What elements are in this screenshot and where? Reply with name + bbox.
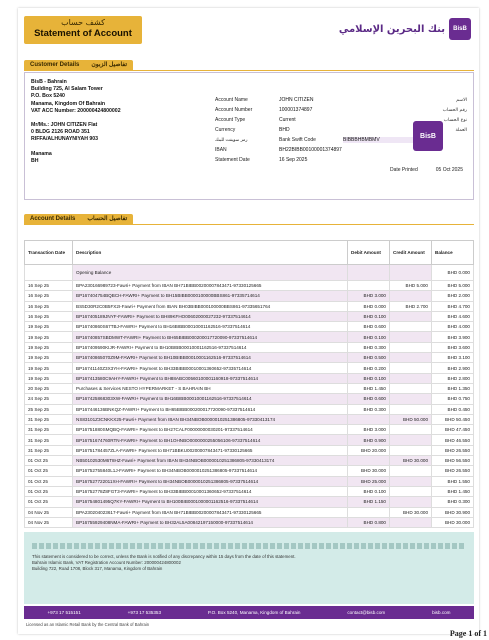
col-transaction-date: Transaction Date bbox=[25, 241, 73, 265]
tx-balance: BHD 3.100 bbox=[432, 353, 474, 363]
bank-address-line: Building 722, Road 1708, Block 317, Manama, Kingdom of Bahrain bbox=[32, 566, 163, 571]
tx-date: 25 Sep 25 bbox=[25, 404, 73, 414]
customer-address bbox=[31, 79, 121, 165]
table-row bbox=[25, 517, 474, 527]
tx-date: 04 Nov 25 bbox=[25, 517, 73, 527]
tx-description: BP167404754BQBCH-FAWRI+ Payment to BH15BIBB0000100000BBS861-97335714614 bbox=[73, 291, 348, 301]
tx-balance: BHD 2.800 bbox=[432, 373, 474, 383]
bisb-logo-icon: BisB bbox=[449, 18, 471, 40]
tx-date: 04 Nov 25 bbox=[25, 507, 73, 517]
tx-credit bbox=[390, 342, 432, 352]
tx-balance: BHD 0.750 bbox=[432, 394, 474, 404]
tx-credit: BHD 5.000 bbox=[390, 281, 432, 291]
table-row bbox=[25, 311, 474, 321]
tx-date: 01 Oct 25 bbox=[25, 466, 73, 476]
tx-description: NB50102530M6T8HZ-Fawri+ Payment from IBAN BH34NBOB0000010251386805-97330413174 bbox=[73, 456, 348, 466]
tx-date: 01 Oct 25 bbox=[25, 456, 73, 466]
tx-description: BP16740857SBDMWT-FAWRI+ Payment to BH65BIBB000200017720090-97337514614 bbox=[73, 332, 348, 342]
opening-balance-row: Opening Balance BHD 0.000 bbox=[25, 265, 474, 281]
tx-credit bbox=[390, 486, 432, 496]
tx-description: BPA230166989723-Fawri+ Payment from IBAN BH71BIBB00200007843471-97330125665 bbox=[73, 281, 348, 291]
tx-balance: BHD 56.550 bbox=[432, 456, 474, 466]
tx-description: BP16740865070Z9M-FAWRI+ Payment to BH10BIBB00010001162516-97337514614 bbox=[73, 353, 348, 363]
tx-credit bbox=[390, 466, 432, 476]
tx-credit bbox=[390, 322, 432, 332]
tx-credit bbox=[390, 445, 432, 455]
tx-credit: BHD 30.000 bbox=[390, 507, 432, 517]
tx-debit bbox=[348, 414, 390, 424]
col-credit: Credit Amount bbox=[390, 241, 432, 265]
tx-debit: BHD 0.100 bbox=[348, 373, 390, 383]
account-type-row: Account Type Current نوع الحساب bbox=[215, 117, 467, 123]
account-number-row: Account Number 100001374897 رقم الحساب bbox=[215, 107, 467, 113]
page-number: Page 1 of 1 bbox=[449, 629, 487, 638]
tx-date: 31 Sep 25 bbox=[25, 414, 73, 424]
tx-description: BP167425868303XW-FAWRI+ Payment to BH16BIBB00010001162516-97337514614 bbox=[73, 394, 348, 404]
tx-description: BP167527722011XH-FAWRI+ Payment to BH34NBOB0000010251386805-97337514614 bbox=[73, 476, 348, 486]
tx-debit: BHD 0.300 bbox=[348, 404, 390, 414]
tx-balance: BHD 4.000 bbox=[432, 322, 474, 332]
table-row bbox=[25, 281, 474, 291]
tx-debit: BHD 3.000 bbox=[348, 291, 390, 301]
customer-details-header bbox=[24, 60, 474, 71]
table-row bbox=[25, 342, 474, 352]
tx-debit: BHD 0.100 bbox=[348, 311, 390, 321]
tx-debit: BHD 0.100 bbox=[348, 486, 390, 496]
tx-debit: BHD 0.500 bbox=[348, 353, 390, 363]
tx-balance: BHD 3.600 bbox=[432, 342, 474, 352]
address-line: 0 BLDG 2126 ROAD 351 bbox=[31, 129, 90, 136]
phone-1[interactable]: +973 17 515151 bbox=[47, 610, 81, 615]
title-arabic: كشف حساب bbox=[61, 18, 105, 27]
bisb-stamp-icon: BisB bbox=[413, 121, 443, 151]
table-row bbox=[25, 476, 474, 486]
email-link[interactable]: contact@bisb.com bbox=[347, 610, 386, 615]
tx-description: BP167409590KIJR-FAWRI+ Payment to BH10BIBB00010001162516-97337514614 bbox=[73, 342, 348, 352]
table-row bbox=[25, 486, 474, 496]
tx-credit bbox=[390, 404, 432, 414]
tx-date: 01 Oct 25 bbox=[25, 486, 73, 496]
tx-debit bbox=[348, 507, 390, 517]
tx-description: BP16740860S67TBJ-FAWRI+ Payment to BH16BIBB00010001162516-97337514614 bbox=[73, 322, 348, 332]
address-line: VAT ACC Number: 200000424800002 bbox=[31, 107, 121, 114]
statement-title-banner bbox=[24, 16, 142, 44]
tx-balance: BHD 0.300 bbox=[432, 497, 474, 507]
tx-credit bbox=[390, 363, 432, 373]
address-line: Manama, Kingdom Of Bahrain bbox=[31, 100, 106, 107]
tx-balance: BHD 1.550 bbox=[432, 476, 474, 486]
tx-balance: BHD 30.000 bbox=[432, 517, 474, 527]
table-row bbox=[25, 291, 474, 301]
tx-date: 16 Sep 25 bbox=[25, 301, 73, 311]
tx-date: 19 Sep 25 bbox=[25, 322, 73, 332]
tx-description: BP167405189JNYF-FAWRI+ Payment to BH89KFHO00602000027232-97337514614 bbox=[73, 311, 348, 321]
address-line: P.O. Box 5240 bbox=[31, 93, 65, 100]
address-line: RIFFA/ALHUNAYNIYAH 903 bbox=[31, 136, 99, 143]
table-row bbox=[25, 435, 474, 445]
tx-debit: BHD 0.200 bbox=[348, 363, 390, 373]
customer-details-title: Customer Details bbox=[30, 62, 80, 68]
tx-credit bbox=[390, 373, 432, 383]
tx-credit: BHD 30.000 bbox=[390, 456, 432, 466]
address-line: BisB - Bahrain bbox=[31, 79, 67, 85]
currency-row: Currency BHD العملة bbox=[215, 127, 467, 133]
po-box: P.O. Box 5240, Manama, Kingdom of Bahrain bbox=[207, 610, 301, 615]
tx-date: 24 Sep 25 bbox=[25, 394, 73, 404]
tx-credit bbox=[390, 311, 432, 321]
tx-debit: BHD 25.000 bbox=[348, 476, 390, 486]
tx-description: BP16754801495Q7KY-FAWRI+ Payment to BH100BIB0001000001162516-97337514614 bbox=[73, 497, 348, 507]
tx-description: Purchases & Services NESTO HYPERMARKET - S BAHRAIN BH bbox=[73, 383, 348, 393]
tx-date: 31 Sep 25 bbox=[25, 425, 73, 435]
tx-description: BP16755929408NMA-FAWRI+ Payment to BH32AL5A00842197150000-97337514614 bbox=[73, 517, 348, 527]
tx-description: BP16741140Z3X3YH-FAWRI+ Payment to BH33BIBB00010001360652-97335714614 bbox=[73, 363, 348, 373]
tx-debit bbox=[348, 456, 390, 466]
tx-date: 19 Sep 25 bbox=[25, 332, 73, 342]
col-debit: Debit Amount bbox=[348, 241, 390, 265]
table-row bbox=[25, 507, 474, 517]
tx-debit: BHD 0.100 bbox=[348, 332, 390, 342]
tx-description: NS83101Z3CNKKX25-Fawri+ Payment from IBAN BH34NBOB0000010251386805-97330413174 bbox=[73, 414, 348, 424]
customer-details-box bbox=[24, 72, 474, 200]
tx-description: BPA230204023617-Fawri+ Payment from IBAN BH71BIBB00200007843471-97330125665 bbox=[73, 507, 348, 517]
tx-date: 01 Oct 25 bbox=[25, 476, 73, 486]
tx-balance: BHD 1.350 bbox=[432, 383, 474, 393]
table-row bbox=[25, 301, 474, 311]
tx-credit: BHD 2.700 bbox=[390, 301, 432, 311]
tx-description: BP16752755840L1J-FAWRI+ Payment to BH34NBOB0000010251386805-97337514614 bbox=[73, 466, 348, 476]
tx-balance: BHD 50.450 bbox=[432, 414, 474, 424]
tx-debit: BHD 0.900 bbox=[348, 435, 390, 445]
table-row bbox=[25, 404, 474, 414]
tx-credit bbox=[390, 425, 432, 435]
bank-logo bbox=[339, 18, 471, 40]
tx-date: 31 Sep 25 bbox=[25, 445, 73, 455]
table-row bbox=[25, 445, 474, 455]
contact-bar bbox=[24, 606, 474, 619]
tx-credit bbox=[390, 517, 432, 527]
tx-credit bbox=[390, 383, 432, 393]
table-row bbox=[25, 497, 474, 507]
tx-description: BS5D30R2C0B5FX2I-Fawri+ Payment from IBAN BH03BIBB000100000BBS861-97335651764 bbox=[73, 301, 348, 311]
transactions-table bbox=[24, 240, 474, 528]
tx-debit: BHD 0.300 bbox=[348, 342, 390, 352]
tx-description: BP167413580C9AHY-FAWRI+ Payment to BH88ABC00560100001160918-97337514614 bbox=[73, 373, 348, 383]
address-line: Manama bbox=[31, 150, 52, 157]
col-balance: Balance bbox=[432, 241, 474, 265]
table-row bbox=[25, 383, 474, 393]
iban-row: IBAN BH22BIBB00100001374897 bbox=[215, 147, 342, 153]
tx-date: 16 Sep 25 bbox=[25, 281, 73, 291]
account-details-header bbox=[24, 214, 474, 225]
tx-balance: BHD 26.550 bbox=[432, 466, 474, 476]
footer-notice bbox=[24, 532, 474, 604]
tx-balance: BHD 1.450 bbox=[432, 486, 474, 496]
table-row bbox=[25, 414, 474, 424]
arabic-notice-line bbox=[32, 543, 466, 549]
tx-balance: BHD 46.550 bbox=[432, 435, 474, 445]
address-line bbox=[31, 115, 121, 122]
tx-debit: BHD 0.600 bbox=[348, 394, 390, 404]
table-row bbox=[25, 322, 474, 332]
tx-date: 16 Sep 25 bbox=[25, 291, 73, 301]
tx-description: BP167446136BNKQZ-FAWRI+ Payment to BH65BIBB000200017720090-97337514614 bbox=[73, 404, 348, 414]
table-row bbox=[25, 425, 474, 435]
account-name-row: Account Name JOHN CITIZEN الاسم bbox=[215, 97, 467, 103]
regulatory-note: Licensed as an Islamic Retail Bank by the Central Bank of Bahrain bbox=[26, 622, 150, 627]
vat-line: Bahrain Islamic Bank, VAT Registration Account Number: 200000424800002 bbox=[32, 560, 181, 565]
table-row bbox=[25, 363, 474, 373]
tx-date: 19 Sep 25 bbox=[25, 342, 73, 352]
swift-row: رمز سويفت للبنك Bank Swift Code BIBBBHBMBMV bbox=[215, 135, 467, 145]
account-details-title: Account Details bbox=[30, 216, 76, 222]
tx-balance: BHD 5.000 bbox=[432, 281, 474, 291]
tx-credit: BHD 50.000 bbox=[390, 414, 432, 424]
address-line: BH bbox=[31, 157, 39, 164]
col-description: Description bbox=[73, 241, 348, 265]
tx-description: BP16751880SMQBQ-FAWRI+ Payment to BH27CALF00000000030201-97337514614 bbox=[73, 425, 348, 435]
table-row bbox=[25, 373, 474, 383]
table-row bbox=[25, 466, 474, 476]
tx-balance: BHD 2.900 bbox=[432, 363, 474, 373]
tx-credit bbox=[390, 353, 432, 363]
table-row bbox=[25, 332, 474, 342]
tx-credit bbox=[390, 476, 432, 486]
tx-date: 19 Sep 25 bbox=[25, 363, 73, 373]
tx-credit bbox=[390, 332, 432, 342]
title-english: Statement of Account bbox=[34, 28, 132, 39]
tx-date: 01 Oct 25 bbox=[25, 497, 73, 507]
tx-balance: BHD 3.900 bbox=[432, 332, 474, 342]
tx-description: BP16751674760RTN-FAWRI+ Payment to BH1OHNBO0000000255056106-97337514614 bbox=[73, 435, 348, 445]
tx-date: 20 Sep 25 bbox=[25, 383, 73, 393]
address-line: Mr/Ms.: JOHN CITIZEN Flat bbox=[31, 122, 98, 129]
table-row bbox=[25, 456, 474, 466]
tx-debit: BHD 3.000 bbox=[348, 425, 390, 435]
statement-notice: This statement is considered to be correct, unless the Bank is notified of any discrepancy within 15 days from the date of this statement. bbox=[32, 554, 296, 559]
tx-balance: BHD 26.550 bbox=[432, 445, 474, 455]
tx-date: 31 Sep 25 bbox=[25, 435, 73, 445]
tx-debit: BHD 1.450 bbox=[348, 383, 390, 393]
tx-balance: BHD 4.700 bbox=[432, 301, 474, 311]
account-details-title-ar: تفاصيل الحساب bbox=[87, 216, 128, 222]
tx-debit: BHD 30.000 bbox=[348, 466, 390, 476]
bank-name-arabic: بنك البحرين الإسلامي bbox=[338, 23, 445, 35]
tx-description: BP16751784457ZLA-FAWRI+ Payment to BH71BBKU00200007843471-97330125665 bbox=[73, 445, 348, 455]
tx-debit: BHD 0.600 bbox=[348, 322, 390, 332]
address-line: Building 725, Al Salam Tower bbox=[31, 86, 103, 93]
phone-2[interactable]: +973 17 535353 bbox=[127, 610, 161, 615]
tx-credit bbox=[390, 394, 432, 404]
statement-date-row: Statement Date 16 Sep 2025 bbox=[215, 157, 308, 163]
tx-debit: BHD 20.000 bbox=[348, 445, 390, 455]
tx-credit bbox=[390, 497, 432, 507]
date-printed: Date Printed 05 Oct 2025 bbox=[389, 167, 463, 173]
tx-debit: BHD 0.000 bbox=[348, 301, 390, 311]
tx-credit bbox=[390, 435, 432, 445]
tx-balance: BHD 4.600 bbox=[432, 311, 474, 321]
table-row bbox=[25, 394, 474, 404]
tx-credit bbox=[390, 291, 432, 301]
tx-balance: BHD 47.450 bbox=[432, 425, 474, 435]
tx-date: 19 Sep 25 bbox=[25, 373, 73, 383]
tx-balance: BHD 0.450 bbox=[432, 404, 474, 414]
tx-debit: BHD 1.150 bbox=[348, 497, 390, 507]
tx-date: 16 Sep 25 bbox=[25, 311, 73, 321]
address-line bbox=[31, 144, 121, 151]
website-link[interactable]: bisb.com bbox=[432, 610, 451, 615]
statement-page bbox=[18, 8, 479, 634]
tx-date: 19 Sep 25 bbox=[25, 353, 73, 363]
tx-balance: BHD 2.000 bbox=[432, 291, 474, 301]
tx-description: BP16752778Z8FGT3-FAWRI+ Payment to BH33BIBB00010001360652-97337514614 bbox=[73, 486, 348, 496]
tx-debit: BHD 0.800 bbox=[348, 517, 390, 527]
tx-balance: BHD 30.900 bbox=[432, 507, 474, 517]
table-row bbox=[25, 353, 474, 363]
customer-details-title-ar: تفاصيل الزبون bbox=[91, 62, 127, 68]
tx-debit bbox=[348, 281, 390, 291]
